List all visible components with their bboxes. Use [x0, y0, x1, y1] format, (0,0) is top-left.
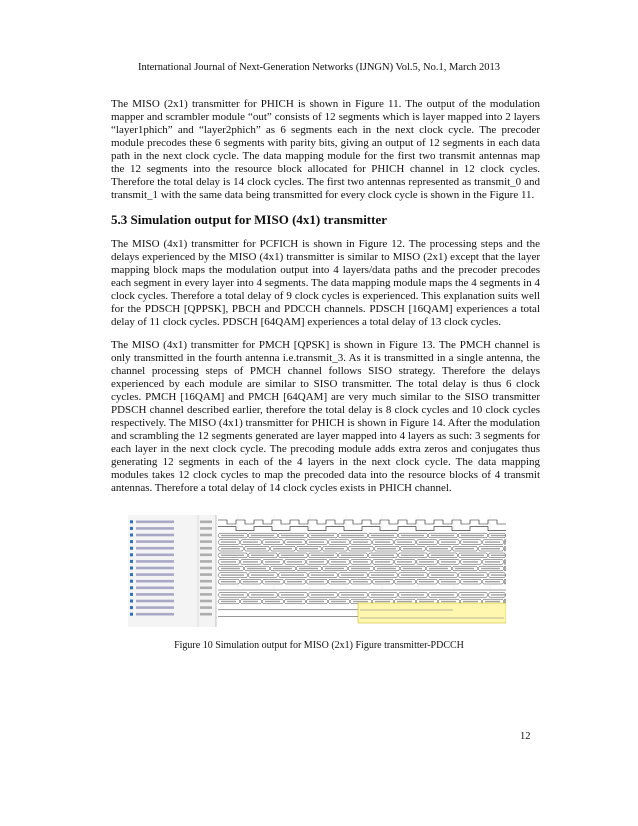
bus-value-blur: [221, 568, 240, 569]
bus-value-blur: [461, 555, 484, 556]
bus-value-blur: [331, 541, 346, 542]
bus-value-blur: [431, 535, 454, 536]
signal-icon: [130, 527, 133, 530]
bus-value-blur: [311, 594, 334, 595]
signal-icon: [130, 560, 133, 563]
signal-icon: [130, 540, 133, 543]
bus-value-blur: [265, 561, 280, 562]
simulation-waveform-figure: [128, 515, 506, 627]
bus-value-blur: [419, 561, 434, 562]
bus-value-blur: [311, 535, 334, 536]
bus-value-blur: [485, 601, 500, 602]
bus-value-blur: [371, 594, 394, 595]
signal-name-blur: [136, 606, 174, 609]
bus-value-blur: [491, 555, 506, 556]
bus-value-blur: [251, 535, 274, 536]
bus-value-blur: [309, 601, 324, 602]
bus-value-blur: [331, 581, 346, 582]
bus-value-blur: [341, 535, 364, 536]
bus-value-blur: [375, 541, 390, 542]
signal-name-blur: [136, 587, 174, 590]
bus-value-blur: [287, 541, 302, 542]
bus-value-blur: [299, 548, 318, 549]
bus-value-blur: [401, 574, 424, 575]
bus-value-blur: [251, 555, 274, 556]
signal-icon: [130, 534, 133, 537]
bus-value-blur: [243, 561, 258, 562]
paragraph-3: The MISO (4x1) transmitter for PMCH [QPSK] is shown in Figure 13. The PMCH channel is only transmitted in the fourth antenna i.e.transmit_3. As it is transmitted in a single antenna, the channel processing steps of PMCH channel follows SISO strategy. Therefore the delays experienced by each module are similar to SISO transmitter. The total delay is thus 6 clock cycles. PMCH [16QAM] and PMCH [64QAM] are very much similar to the SISO transmitter PDSCH channel described earlier, therefore the total delay is 8 clock cycles and 10 clock cycles respectively. The MISO (4x1) transmitter for PHICH is shown in Figure 14. After the modulation and scrambling the 12 segments generated are layer mapped into 4 layers as such: 3 segments for each layer in the next clock cycle. The precoding module adds extra zeros and conjugates thus generating 12 segments in each of the 4 layers in the next clock cycle. The data mapping modules takes 12 clock cycles to map the precoded data into the resource blocks of 4 transmit antennas. Therefore a total delay of 14 clock cycles exists in PHICH channel.: [111, 339, 540, 494]
signal-value-blur: [200, 567, 212, 570]
bus-value-blur: [281, 574, 304, 575]
bus-value-blur: [351, 568, 370, 569]
signal-name-blur: [136, 534, 174, 537]
section-heading: 5.3 Simulation output for MISO (4x1) transmitter: [111, 212, 388, 227]
bus-value-blur: [247, 568, 266, 569]
signal-name-blur: [136, 554, 174, 557]
bus-value-blur: [353, 541, 368, 542]
signal-icon: [130, 600, 133, 603]
bus-value-blur: [403, 548, 422, 549]
bus-value-blur: [429, 568, 448, 569]
bus-value-blur: [485, 581, 500, 582]
signal-value-blur: [200, 600, 212, 603]
paragraph-1: The MISO (2x1) transmitter for PHICH is shown in Figure 11. The output of the modulation mapper and scrambler module “out” consists of 12 segments which is layer mapped into 2 layers “layer1phich” and “layer2phich” as 6 segments each in the next clock cycle. The precoder module precodes these 6 segments with parity bits, giving an output of 12 segments in each data path in the next clock cycle. The data mapping module for the first two transmit antennas map the 12 segments into the resource block allocated for PHICH channel in 12 clock cycles. Therefore the total delay is 14 clock cycles. The first two antennas represented as transmit_0 and transmit_1 with the same data being transmitted for every clock cycle is shown in the Figure 11.: [111, 98, 540, 201]
signal-name-blur: [136, 567, 174, 570]
bus-value-blur: [221, 535, 244, 536]
signal-icon: [130, 567, 133, 570]
signal-value-blur: [200, 554, 212, 557]
bus-value-blur: [481, 568, 500, 569]
bus-value-blur: [491, 535, 506, 536]
signal-icon: [130, 580, 133, 583]
bus-value-blur: [431, 574, 454, 575]
figure-caption: Figure 10 Simulation output for MISO (2x1) Figure transmitter-PDCCH: [174, 640, 464, 651]
signal-name-blur: [136, 580, 174, 583]
bus-value-blur: [341, 555, 364, 556]
bus-value-blur: [397, 581, 412, 582]
bus-value-blur: [463, 561, 478, 562]
bus-value-blur: [441, 581, 456, 582]
bus-value-blur: [397, 601, 412, 602]
bus-value-blur: [221, 594, 244, 595]
bus-value-blur: [287, 581, 302, 582]
bus-value-blur: [243, 601, 258, 602]
bus-value-blur: [341, 594, 364, 595]
bus-value-blur: [221, 561, 236, 562]
bus-value-blur: [401, 535, 424, 536]
bus-value-blur: [491, 574, 506, 575]
bus-value-blur: [351, 548, 370, 549]
bus-value-blur: [353, 581, 368, 582]
bus-value-blur: [441, 561, 456, 562]
signal-value-blur: [200, 606, 212, 609]
bus-value-blur: [463, 581, 478, 582]
bus-value-blur: [311, 574, 334, 575]
signal-icon: [130, 613, 133, 616]
signal-icon: [130, 553, 133, 556]
signal-value-blur: [200, 573, 212, 576]
bus-value-blur: [221, 601, 236, 602]
page-number: 12: [520, 731, 531, 742]
bus-value-blur: [221, 548, 240, 549]
bus-value-blur: [265, 601, 280, 602]
bus-value-blur: [463, 601, 478, 602]
signal-icon: [130, 606, 133, 609]
bus-value-blur: [325, 568, 344, 569]
bus-value-blur: [311, 555, 334, 556]
bus-value-blur: [273, 568, 292, 569]
bus-value-blur: [441, 541, 456, 542]
bus-value-blur: [353, 561, 368, 562]
journal-header: International Journal of Next-Generation Networks (IJNGN) Vol.5, No.1, March 2013: [137, 62, 501, 73]
bus-value-blur: [419, 541, 434, 542]
bus-value-blur: [353, 601, 368, 602]
signal-name-blur: [136, 527, 174, 530]
bus-value-blur: [287, 601, 302, 602]
bus-value-blur: [287, 561, 302, 562]
signal-value-blur: [200, 587, 212, 590]
signal-name-blur: [136, 547, 174, 550]
signal-value-blur: [200, 540, 212, 543]
bus-value-blur: [441, 601, 456, 602]
signal-value-blur: [200, 593, 212, 596]
bus-value-blur: [461, 574, 484, 575]
bus-value-blur: [281, 594, 304, 595]
bus-value-blur: [397, 541, 412, 542]
bus-value-blur: [371, 535, 394, 536]
signal-icon: [130, 586, 133, 589]
bus-value-blur: [281, 535, 304, 536]
signal-icon: [130, 520, 133, 523]
bus-value-blur: [485, 541, 500, 542]
bus-value-blur: [221, 574, 244, 575]
signal-name-blur: [136, 593, 174, 596]
bus-value-blur: [251, 594, 274, 595]
bus-value-blur: [419, 601, 434, 602]
bus-value-blur: [243, 541, 258, 542]
bus-value-blur: [331, 601, 346, 602]
signal-name-blur: [136, 600, 174, 603]
bus-value-blur: [309, 541, 324, 542]
bus-value-blur: [265, 581, 280, 582]
bus-value-blur: [299, 568, 318, 569]
bus-value-blur: [371, 555, 394, 556]
bus-value-blur: [341, 574, 364, 575]
signal-value-blur: [200, 547, 212, 550]
bus-value-blur: [401, 594, 424, 595]
signal-value-blur: [200, 521, 212, 524]
waveform-image: [128, 515, 506, 627]
bus-value-blur: [397, 561, 412, 562]
bus-value-blur: [325, 548, 344, 549]
signal-name-blur: [136, 613, 174, 616]
bus-value-blur: [377, 568, 396, 569]
bus-value-blur: [491, 594, 506, 595]
bus-value-blur: [419, 581, 434, 582]
bus-value-blur: [221, 581, 236, 582]
bus-value-blur: [401, 555, 424, 556]
bus-value-blur: [455, 548, 474, 549]
bus-value-blur: [309, 561, 324, 562]
signal-name-blur: [136, 560, 174, 563]
bus-value-blur: [371, 574, 394, 575]
bus-value-blur: [431, 594, 454, 595]
bus-value-blur: [377, 548, 396, 549]
signal-value-blur: [200, 613, 212, 616]
signal-value-blur: [200, 580, 212, 583]
bus-value-blur: [485, 561, 500, 562]
bus-value-blur: [463, 541, 478, 542]
signal-value-blur: [200, 527, 212, 530]
bus-value-blur: [251, 574, 274, 575]
signal-icon: [130, 593, 133, 596]
bus-value-blur: [375, 561, 390, 562]
bus-value-blur: [265, 541, 280, 542]
signal-value-blur: [200, 534, 212, 537]
bus-value-blur: [281, 555, 304, 556]
bus-value-blur: [403, 568, 422, 569]
bus-value-blur: [221, 541, 236, 542]
signal-value-blur: [200, 560, 212, 563]
bus-value-blur: [273, 548, 292, 549]
bus-value-blur: [375, 581, 390, 582]
bus-value-blur: [375, 601, 390, 602]
signal-name-blur: [136, 521, 174, 524]
bus-value-blur: [331, 561, 346, 562]
bus-value-blur: [429, 548, 448, 549]
bus-value-blur: [431, 555, 454, 556]
bus-value-blur: [461, 535, 484, 536]
bus-value-blur: [481, 548, 500, 549]
signal-name-blur: [136, 573, 174, 576]
bus-value-blur: [461, 594, 484, 595]
signal-icon: [130, 547, 133, 550]
paragraph-2: The MISO (4x1) transmitter for PCFICH is shown in Figure 12. The processing steps and the delays experienced by the MISO (4x1) transmitter is similar to MISO (2x1) except that the layer mapping block maps the modulation output into 4 layers/data paths and the precoder precodes each segment in every layer into 4 segments. The data mapping module maps the 4 segments in 4 clock cycles. Therefore a total delay of 9 clock cycles is experienced. This explanation suits well for the PDSCH [QPPSK], PBCH and PDCCH channels. PDSCH [16QAM] experiences a total delay of 11 clock cycles. PDSCH [64QAM] experiences a total delay of 13 clock cycles.: [111, 238, 540, 328]
bus-value-blur: [247, 548, 266, 549]
bus-value-blur: [455, 568, 474, 569]
bus-value-blur: [309, 581, 324, 582]
signal-name-blur: [136, 540, 174, 543]
signal-icon: [130, 573, 133, 576]
bus-value-blur: [243, 581, 258, 582]
bus-value-blur: [221, 555, 244, 556]
